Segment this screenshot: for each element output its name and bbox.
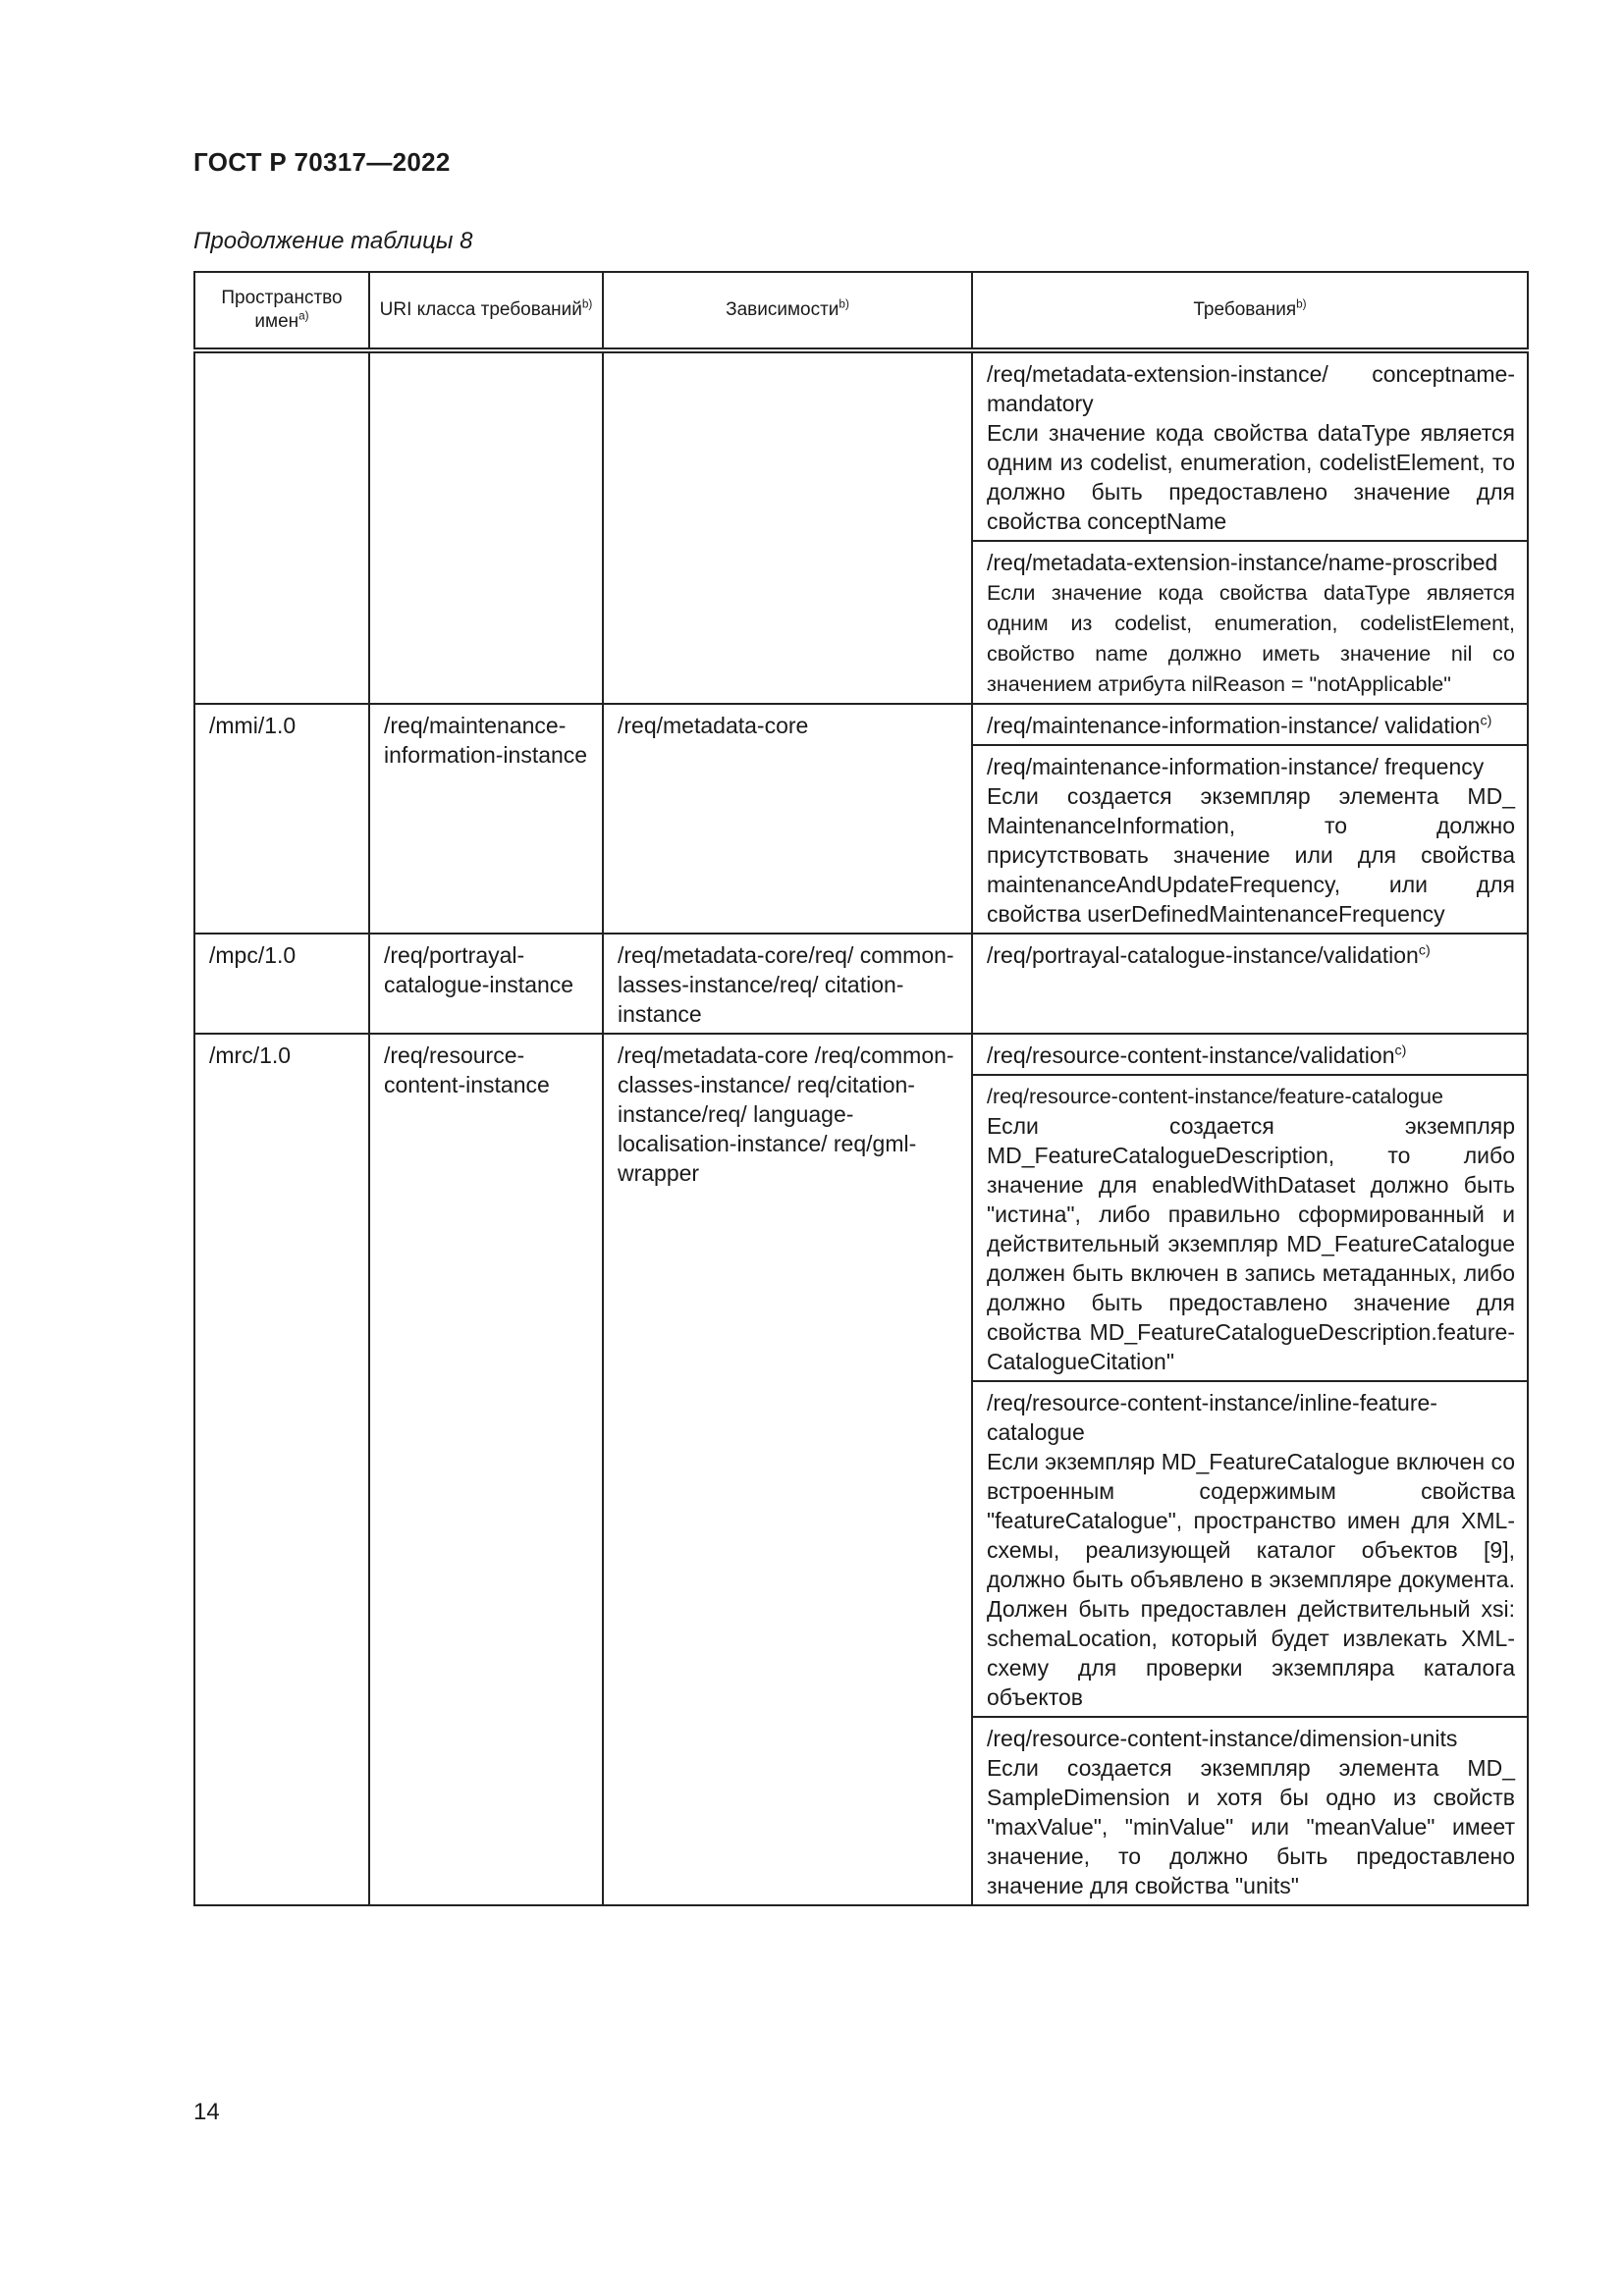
requirement-uri: /req/resource-content-instance/validation — [987, 1042, 1395, 1068]
requirement-uri: /req/maintenance-information-instance/ validation — [987, 713, 1481, 738]
header-uri: URI класса требований$^{b)}$ — [369, 272, 603, 350]
namespace-cell-empty — [194, 350, 369, 704]
footnote-ref: c) — [1480, 713, 1492, 729]
uri-cell: /req/maintenance-information-instance — [369, 704, 603, 934]
requirement-uri: /req/resource-content-instance/inline-feature-catalogue — [987, 1390, 1437, 1445]
table-row — [194, 350, 1528, 541]
table-caption: Продолжение таблицы 8 — [193, 228, 473, 254]
requirement-cell — [972, 350, 1528, 541]
requirement-cell — [972, 934, 1528, 1034]
requirement-text: Если создается экземпляр MD_FeatureCatalogueDescription, то либо значение для enabledWithDataset должно быть "истина", либо правильно сформированный и действительный экземпляр MD_FeatureCatalogue должен быть включен в запись метаданных, либо должно быть предоставлено значение для свойства MD_FeatureCatalogueDescription.feature-CatalogueCitation" — [987, 1113, 1515, 1374]
requirement-uri: /req/maintenance-information-instance/ frequency — [987, 754, 1485, 779]
requirement-uri: /req/metadata-extension-instance/name-proscribed — [987, 550, 1498, 575]
uri-cell: /req/portrayal-catalogue-instance — [369, 934, 603, 1034]
requirement-cell — [972, 745, 1528, 934]
deps-cell-empty — [603, 350, 972, 704]
requirement-text: Если создается экземпляр элемента MD_ SampleDimension и хотя бы одно из свойств "maxValue", "minValue" или "meanValue" имеет значение, то должно быть предоставлено значение для свойства "units" — [987, 1755, 1515, 1898]
deps-cell: /req/metadata-core/req/ common-lasses-instance/req/ citation-instance — [603, 934, 972, 1034]
requirement-text: Если значение кода свойства dataType является одним из codelist, enumeration, codelistElement, свойство name должно иметь значение nil со значением атрибута nilReason = "notApplicable" — [987, 581, 1515, 696]
namespace-cell: /mrc/1.0 — [194, 1034, 369, 1905]
footnote-ref: c) — [1418, 942, 1431, 959]
uri-cell-empty — [369, 350, 603, 704]
header-requirements: Требования$^{b)}$ — [972, 272, 1528, 350]
table-row — [194, 934, 1528, 1034]
requirement-cell — [972, 1717, 1528, 1905]
header-dependencies: Зависимости$^{b)}$ — [603, 272, 972, 350]
requirement-uri: /req/metadata-extension-instance/ conceptname-mandatory — [987, 361, 1515, 416]
requirement-cell — [972, 704, 1528, 745]
requirement-cell — [972, 1075, 1528, 1381]
requirement-uri: /req/portrayal-catalogue-instance/validation — [987, 942, 1419, 968]
requirements-table — [193, 271, 1529, 1906]
requirement-text: Если создается экземпляр элемента MD_ MaintenanceInformation, то должно присутствовать значение или для свойства maintenanceAndUpdateFrequency, или для свойства userDefinedMaintenanceFrequency — [987, 783, 1515, 927]
requirement-text: Если экземпляр MD_FeatureCatalogue включен со встроенным содержимым свойства "featureCatalogue", пространство имен для XML-схемы, реализующей каталог объектов [9], должно быть объявлено в экземпляре документа. Должен быть предоставлен действительный xsi: schemaLocation, который будет извлекать XML-схему для проверки экземпляра каталога объектов — [987, 1449, 1515, 1710]
document-id: ГОСТ Р 70317—2022 — [193, 147, 451, 177]
requirement-cell — [972, 1381, 1528, 1717]
requirement-cell — [972, 1034, 1528, 1075]
deps-cell: /req/metadata-core — [603, 704, 972, 934]
table-header-row — [194, 272, 1528, 350]
namespace-cell: /mpc/1.0 — [194, 934, 369, 1034]
table-row — [194, 704, 1528, 745]
table-row — [194, 1034, 1528, 1075]
header-namespace: Пространство имен$^{a)}$ — [194, 272, 369, 350]
requirement-text: Если значение кода свойства dataType является одним из codelist, enumeration, codelistElement, то должно быть предоставлено значение для свойства conceptName — [987, 420, 1515, 534]
requirement-cell — [972, 541, 1528, 704]
footnote-ref: c) — [1394, 1042, 1407, 1059]
page-number: 14 — [193, 2099, 220, 2125]
requirement-uri: /req/resource-content-instance/dimension-units — [987, 1726, 1458, 1751]
uri-cell: /req/resource-content-instance — [369, 1034, 603, 1905]
deps-cell: /req/metadata-core /req/common-classes-instance/ req/citation-instance/req/ language-localisation-instance/ req/gml-wrapper — [603, 1034, 972, 1905]
namespace-cell: /mmi/1.0 — [194, 704, 369, 934]
requirement-uri: /req/resource-content-instance/feature-catalogue — [987, 1085, 1443, 1108]
